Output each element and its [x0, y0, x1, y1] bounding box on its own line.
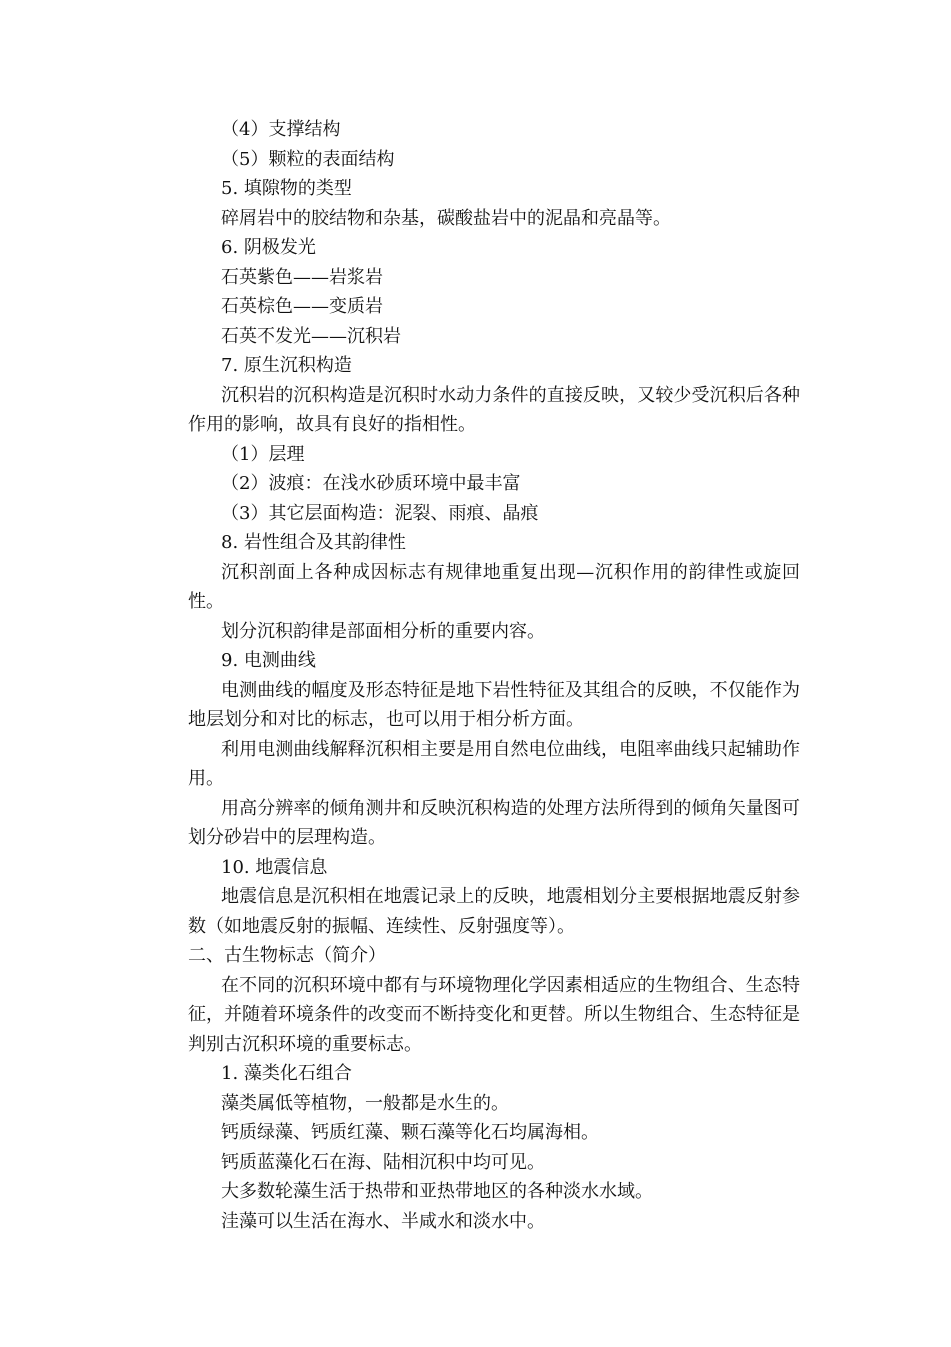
- list-item: 钙质绿藻、钙质红藻、颗石藻等化石均属海相。: [221, 1122, 599, 1143]
- list-item: 石英棕色——变质岩: [221, 296, 383, 317]
- section-heading: 10. 地震信息: [221, 856, 328, 878]
- paragraph: 地震信息是沉积相在地震记录上的反映，地震相划分主要根据地震反射参数（如地震反射的振幅、连续性、反射强度等）。: [188, 886, 800, 937]
- list-item: 石英不发光——沉积岩: [221, 325, 401, 347]
- paragraph: 在不同的沉积环境中都有与环境物理化学因素相适应的生物组合、生态特征，并随着环境条件的改变而不断持变化和更替。所以生物组合、生态特征是判别古沉积环境的重要标志。: [188, 974, 800, 1055]
- paragraph: 碎屑岩中的胶结物和杂基，碳酸盐岩中的泥晶和亮晶等。: [221, 207, 671, 229]
- list-item: （4）支撑结构: [221, 119, 341, 140]
- list-item: （2）波痕：在浅水砂质环境中最丰富: [221, 473, 521, 494]
- section-heading: 8. 岩性组合及其韵律性: [221, 532, 406, 553]
- list-item: 钙质蓝藻化石在海、陆相沉积中均可见。: [221, 1151, 545, 1173]
- list-item: 藻类属低等植物，一般都是水生的。: [221, 1092, 509, 1114]
- section-heading: 7. 原生沉积构造: [221, 355, 352, 376]
- paragraph: 沉积岩的沉积构造是沉积时水动力条件的直接反映，又较少受沉积后各种作用的影响，故具有良好的指相性。: [188, 384, 800, 435]
- paragraph: 电测曲线的幅度及形态特征是地下岩性特征及其组合的反映，不仅能作为地层划分和对比的标志，也可以用于相分析方面。: [188, 679, 800, 730]
- section-title: 二、古生物标志（简介）: [188, 945, 386, 966]
- paragraph: 利用电测曲线解释沉积相主要是用自然电位曲线，电阻率曲线只起辅助作用。: [188, 738, 800, 789]
- list-item: 大多数轮藻生活于热带和亚热带地区的各种淡水水域。: [221, 1181, 653, 1202]
- section-heading: 5. 填隙物的类型: [221, 178, 352, 199]
- section-heading: 9. 电测曲线: [221, 650, 316, 671]
- section-heading: 6. 阴极发光: [221, 237, 316, 258]
- section-heading: 1. 藻类化石组合: [221, 1063, 352, 1084]
- list-item: （1）层理: [221, 443, 305, 465]
- list-item: 洼藻可以生活在海水、半咸水和淡水中。: [221, 1210, 545, 1232]
- paragraph: 用高分辨率的倾角测井和反映沉积构造的处理方法所得到的倾角矢量图可划分砂岩中的层理构造。: [188, 797, 800, 848]
- list-item: （5）颗粒的表面结构: [221, 148, 395, 170]
- paragraph: 沉积剖面上各种成因标志有规律地重复出现—沉积作用的韵律性或旋回性。: [188, 561, 800, 612]
- list-item: 石英紫色——岩浆岩: [221, 266, 383, 288]
- list-item: （3）其它层面构造：泥裂、雨痕、晶痕: [221, 502, 539, 524]
- document-body: [188, 115, 800, 1236]
- paragraph: 划分沉积韵律是部面相分析的重要内容。: [221, 620, 545, 642]
